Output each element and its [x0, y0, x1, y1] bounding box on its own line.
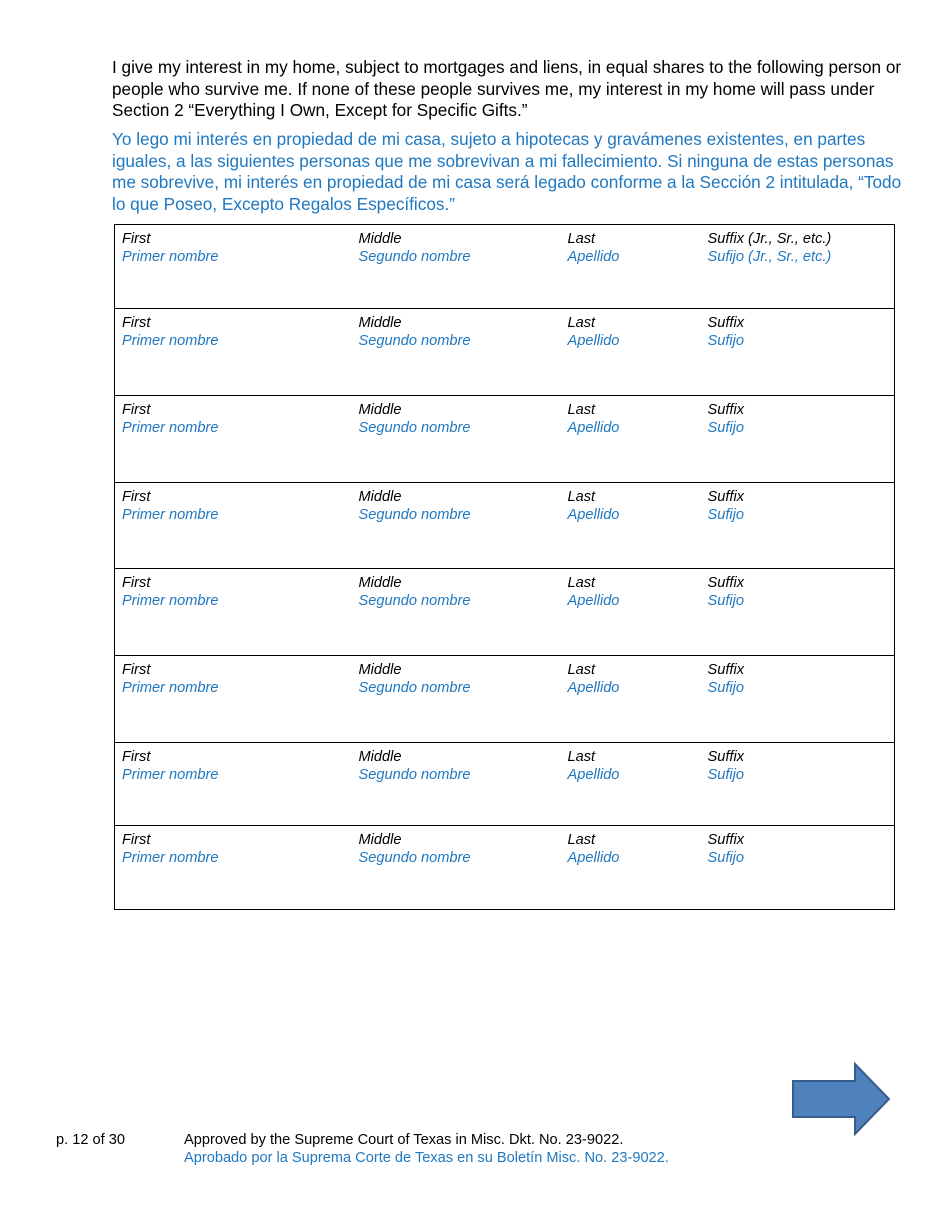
middle-name-field[interactable] [359, 826, 568, 910]
suffix-label-spanish: Sufijo [707, 680, 745, 696]
last-name-field[interactable] [568, 225, 708, 309]
suffix-label-spanish: Sufijo [707, 850, 745, 866]
suffix-field[interactable] [708, 743, 895, 826]
first-name-field[interactable] [115, 569, 359, 656]
middle-name-field[interactable] [359, 225, 568, 309]
first-name-field[interactable] [115, 483, 359, 569]
suffix-field[interactable] [708, 483, 895, 569]
last-name-field[interactable] [568, 569, 708, 656]
middle-name-field[interactable] [359, 656, 568, 743]
first-name-field[interactable] [115, 309, 359, 396]
first-label: First [122, 575, 151, 591]
first-label-spanish: Primer nombre [122, 593, 219, 609]
first-label-spanish: Primer nombre [122, 507, 219, 523]
last-name-field[interactable] [568, 656, 708, 743]
suffix-field[interactable] [708, 309, 895, 396]
middle-label-spanish: Segundo nombre [358, 333, 471, 349]
last-name-field[interactable] [568, 309, 708, 396]
middle-label: Middle [358, 749, 402, 765]
right-arrow-icon[interactable] [791, 1062, 892, 1136]
suffix-label: Suffix (Jr., Sr., etc.) [707, 231, 832, 247]
approval-note-english: Approved by the Supreme Court of Texas in Misc. Dkt. No. 23-9022. [184, 1132, 624, 1148]
suffix-label: Suffix [707, 489, 744, 505]
beneficiary-row[interactable] [115, 826, 895, 910]
suffix-label: Suffix [707, 662, 744, 678]
middle-name-field[interactable] [359, 309, 568, 396]
middle-label-spanish: Segundo nombre [358, 593, 471, 609]
middle-label: Middle [358, 231, 402, 247]
suffix-field[interactable] [708, 569, 895, 656]
arrow-shape [793, 1064, 889, 1134]
beneficiary-row[interactable] [115, 656, 895, 743]
last-name-field[interactable] [568, 483, 708, 569]
last-label: Last [567, 402, 596, 418]
middle-label: Middle [358, 575, 402, 591]
last-label: Last [567, 749, 596, 765]
middle-label: Middle [358, 489, 402, 505]
suffix-label-spanish: Sufijo [707, 593, 745, 609]
last-name-field[interactable] [568, 826, 708, 910]
middle-name-field[interactable] [359, 396, 568, 483]
suffix-label: Suffix [707, 749, 744, 765]
intro-paragraph-spanish: Yo lego mi interés en propiedad de mi casa, sujeto a hipotecas y gravámenes existentes, en partes iguales, a las siguientes personas que me sobrevivan a mi fallecimiento. Si ninguna de estas personas me sobrevive, mi interés en propiedad de mi casa será legado conforme a la Sección 2 intitulada, “Todo lo que Poseo, Excepto Regalos Específicos.” [112, 129, 902, 214]
beneficiary-row[interactable] [115, 743, 895, 826]
middle-label: Middle [358, 402, 402, 418]
first-name-field[interactable] [115, 826, 359, 910]
beneficiary-names-table [114, 224, 895, 910]
suffix-label-spanish: Sufijo [707, 420, 745, 436]
first-label-spanish: Primer nombre [122, 680, 219, 696]
page-number: p. 12 of 30 [56, 1132, 125, 1148]
middle-label-spanish: Segundo nombre [358, 249, 471, 265]
suffix-label-spanish: Sufijo [707, 333, 745, 349]
suffix-label: Suffix [707, 315, 744, 331]
last-label-spanish: Apellido [567, 420, 620, 436]
first-label: First [122, 402, 151, 418]
first-label: First [122, 315, 151, 331]
last-label-spanish: Apellido [567, 680, 620, 696]
suffix-label-spanish: Sufijo [707, 767, 745, 783]
last-label: Last [567, 489, 596, 505]
first-name-field[interactable] [115, 396, 359, 483]
beneficiary-row[interactable] [115, 396, 895, 483]
first-name-field[interactable] [115, 743, 359, 826]
intro-paragraph-english: I give my interest in my home, subject to mortgages and liens, in equal shares to the following person or people who survive me. If none of these people survives me, my interest in my home will pass under Section 2 “Everything I Own, Except for Specific Gifts.” [112, 57, 902, 120]
middle-label-spanish: Segundo nombre [358, 767, 471, 783]
last-label: Last [567, 315, 596, 331]
first-name-field[interactable] [115, 225, 359, 309]
beneficiary-row[interactable] [115, 225, 895, 309]
first-label: First [122, 489, 151, 505]
last-label-spanish: Apellido [567, 333, 620, 349]
first-label-spanish: Primer nombre [122, 249, 219, 265]
last-label-spanish: Apellido [567, 593, 620, 609]
first-label-spanish: Primer nombre [122, 767, 219, 783]
middle-name-field[interactable] [359, 743, 568, 826]
middle-label-spanish: Segundo nombre [358, 850, 471, 866]
first-label-spanish: Primer nombre [122, 420, 219, 436]
suffix-label-spanish: Sufijo [707, 507, 745, 523]
middle-label: Middle [358, 662, 402, 678]
beneficiary-row[interactable] [115, 483, 895, 569]
middle-label-spanish: Segundo nombre [358, 680, 471, 696]
suffix-field[interactable] [708, 225, 895, 309]
last-label-spanish: Apellido [567, 249, 620, 265]
last-label: Last [567, 662, 596, 678]
last-label: Last [567, 575, 596, 591]
suffix-field[interactable] [708, 656, 895, 743]
middle-name-field[interactable] [359, 483, 568, 569]
suffix-label: Suffix [707, 575, 744, 591]
last-label-spanish: Apellido [567, 850, 620, 866]
suffix-label: Suffix [707, 402, 744, 418]
last-name-field[interactable] [568, 396, 708, 483]
first-name-field[interactable] [115, 656, 359, 743]
middle-label: Middle [358, 832, 402, 848]
first-label: First [122, 231, 151, 247]
last-label-spanish: Apellido [567, 767, 620, 783]
first-label-spanish: Primer nombre [122, 333, 219, 349]
first-label: First [122, 749, 151, 765]
approval-note-spanish: Aprobado por la Suprema Corte de Texas en su Boletín Misc. No. 23-9022. [184, 1149, 669, 1166]
middle-label: Middle [358, 315, 402, 331]
last-label: Last [567, 231, 596, 247]
suffix-field[interactable] [708, 826, 895, 910]
suffix-label: Suffix [707, 832, 744, 848]
first-label: First [122, 832, 151, 848]
last-label: Last [567, 832, 596, 848]
beneficiary-row[interactable] [115, 309, 895, 396]
middle-label-spanish: Segundo nombre [358, 507, 471, 523]
first-label-spanish: Primer nombre [122, 850, 219, 866]
first-label: First [122, 662, 151, 678]
beneficiary-row[interactable] [115, 569, 895, 656]
suffix-field[interactable] [708, 396, 895, 483]
middle-label-spanish: Segundo nombre [358, 420, 471, 436]
approval-note [184, 1132, 669, 1167]
middle-name-field[interactable] [359, 569, 568, 656]
last-label-spanish: Apellido [567, 507, 620, 523]
suffix-label-spanish: Sufijo (Jr., Sr., etc.) [707, 249, 832, 265]
last-name-field[interactable] [568, 743, 708, 826]
